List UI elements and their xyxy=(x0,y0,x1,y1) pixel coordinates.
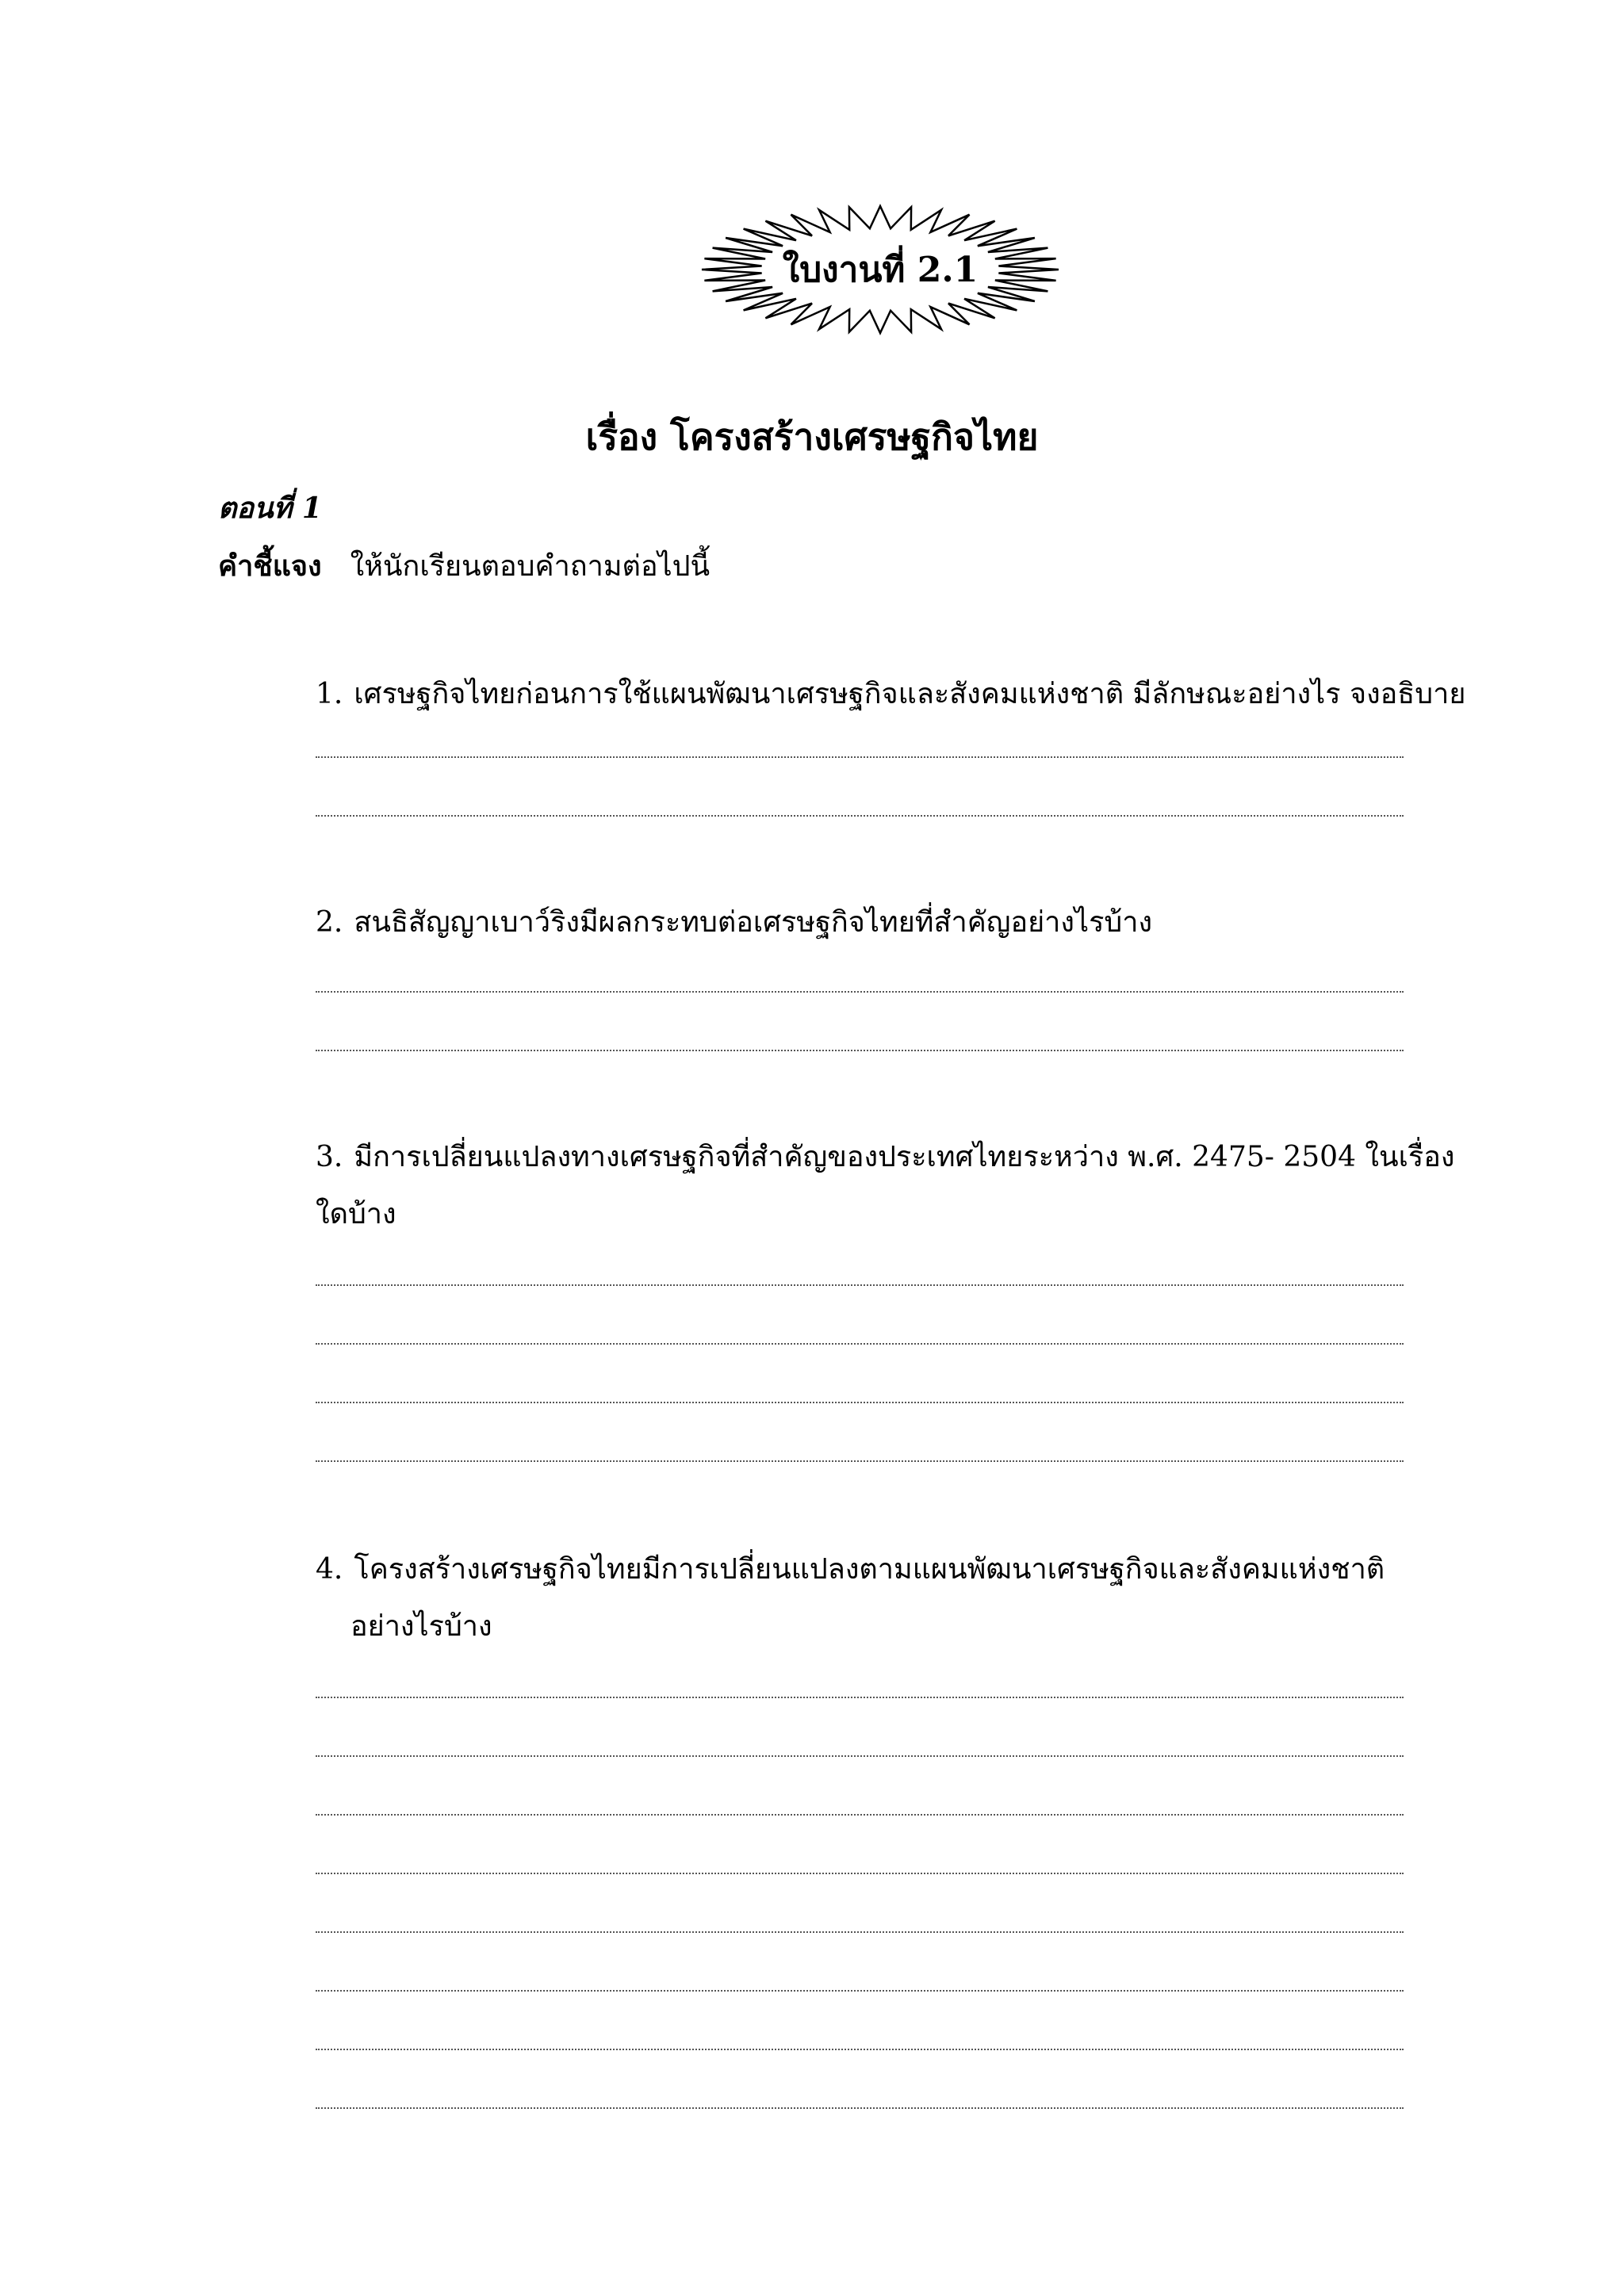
answer-line[interactable] xyxy=(316,1814,1404,1816)
answer-line[interactable] xyxy=(316,1402,1404,1403)
instructions-text: ให้นักเรียนตอบคำถามต่อไปนี้ xyxy=(350,550,710,583)
question-2 xyxy=(316,894,1434,951)
question-3 xyxy=(316,1129,1455,1243)
question-4 xyxy=(316,1541,1434,1655)
document-title: เรื่อง โครงสร้างเศรษฐกิจไทย xyxy=(585,415,1039,458)
worksheet-badge-label: ใบงานที่ 2.1 xyxy=(782,250,979,290)
answer-line[interactable] xyxy=(316,2049,1404,2050)
answer-line[interactable] xyxy=(316,1050,1404,1051)
question-text-continued: ใดบ้าง xyxy=(316,1198,396,1230)
question-text: โครงสร้างเศรษฐกิจไทยมีการเปลี่ยนแปลงตามแผนพัฒนาเศรษฐกิจและสังคมแห่งชาติ xyxy=(354,1553,1385,1586)
question-text-continued: อย่างไรบ้าง xyxy=(350,1610,492,1643)
question-number: 3. xyxy=(316,1141,343,1173)
worksheet-badge xyxy=(698,202,1063,337)
answer-line[interactable] xyxy=(316,1873,1404,1874)
answer-line[interactable] xyxy=(316,2107,1404,2109)
question-number: 1. xyxy=(316,678,343,710)
section-label: ตอนที่ 1 xyxy=(218,492,322,525)
answer-line[interactable] xyxy=(316,1931,1404,1933)
answer-line[interactable] xyxy=(316,1755,1404,1757)
answer-line[interactable] xyxy=(316,756,1404,758)
question-number: 2. xyxy=(316,906,343,939)
question-text: เศรษฐกิจไทยก่อนการใช้แผนพัฒนาเศรษฐกิจและสังคมแห่งชาติ มีลักษณะอย่างไร จงอธิบาย xyxy=(354,678,1466,710)
answer-line[interactable] xyxy=(316,1990,1404,1992)
instructions-label: คำชี้แจง xyxy=(218,549,322,583)
instructions xyxy=(218,543,710,588)
answer-line[interactable] xyxy=(316,1697,1404,1698)
question-text: สนธิสัญญาเบาว์ริงมีผลกระทบต่อเศรษฐกิจไทยที่สำคัญอย่างไรบ้าง xyxy=(354,906,1153,939)
answer-line[interactable] xyxy=(316,1343,1404,1345)
question-1 xyxy=(316,666,1466,723)
answer-line[interactable] xyxy=(316,1284,1404,1286)
answer-line[interactable] xyxy=(316,1460,1404,1462)
question-text: มีการเปลี่ยนแปลงทางเศรษฐกิจที่สำคัญของประเทศไทยระหว่าง พ.ศ. 2475- 2504 ในเรื่อง xyxy=(354,1141,1455,1173)
answer-line[interactable] xyxy=(316,815,1404,817)
answer-line[interactable] xyxy=(316,991,1404,993)
question-number: 4. xyxy=(316,1553,343,1586)
